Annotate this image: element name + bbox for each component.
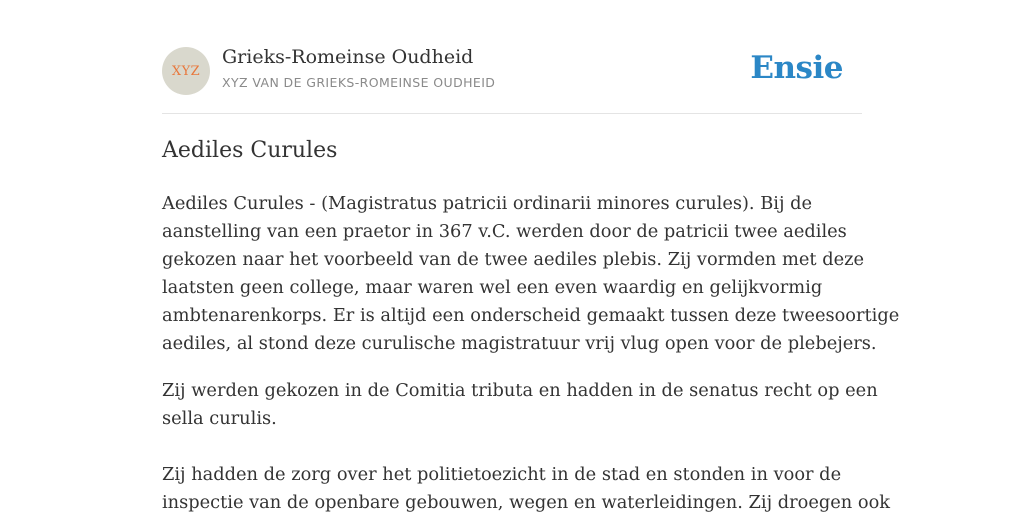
avatar[interactable] <box>162 47 210 95</box>
article-title: Aediles Curules <box>162 138 338 163</box>
avatar-text: XYZ <box>171 63 201 79</box>
paragraph-line: aanstelling van een praetor in 367 v.C. werden door de patricii twee aediles <box>162 221 847 242</box>
paragraph-line: Zij hadden de zorg over het politietoezicht in de stad en stonden in voor de <box>162 464 842 485</box>
article-paragraph-2 <box>162 377 878 433</box>
paragraph-line: ambtenarenkorps. Er is altijd een onderscheid gemaakt tussen deze tweesoortige <box>162 305 900 326</box>
paragraph-line: laatsten geen college, maar waren wel een even waardig en gelijkvormig <box>162 277 823 298</box>
article-paragraph-1 <box>162 190 900 358</box>
ensie-logo[interactable]: Ensie <box>750 50 843 86</box>
content-container <box>162 0 900 512</box>
article-paragraph-3 <box>162 461 891 512</box>
paragraph-line: aediles, al stond deze curulische magistratuur vrij vlug open voor de plebejers. <box>162 333 877 354</box>
paragraph-line: Aediles Curules - (Magistratus patricii ordinarii minores curules). Bij de <box>162 193 813 214</box>
channel-subtitle: XYZ VAN DE GRIEKS-ROMEINSE OUDHEID <box>222 75 496 90</box>
header <box>162 0 862 114</box>
paragraph-line: Zij werden gekozen in de Comitia tributa en hadden in de senatus recht op een <box>162 380 878 401</box>
paragraph-line: sella curulis. <box>162 408 277 429</box>
paragraph-line: gekozen naar het voorbeeld van de twee aediles plebis. Zij vormden met deze <box>162 249 865 270</box>
paragraph-line: inspectie van de openbare gebouwen, wegen en waterleidingen. Zij droegen ook <box>162 492 891 512</box>
channel-title[interactable]: Grieks-Romeinse Oudheid <box>222 46 474 68</box>
